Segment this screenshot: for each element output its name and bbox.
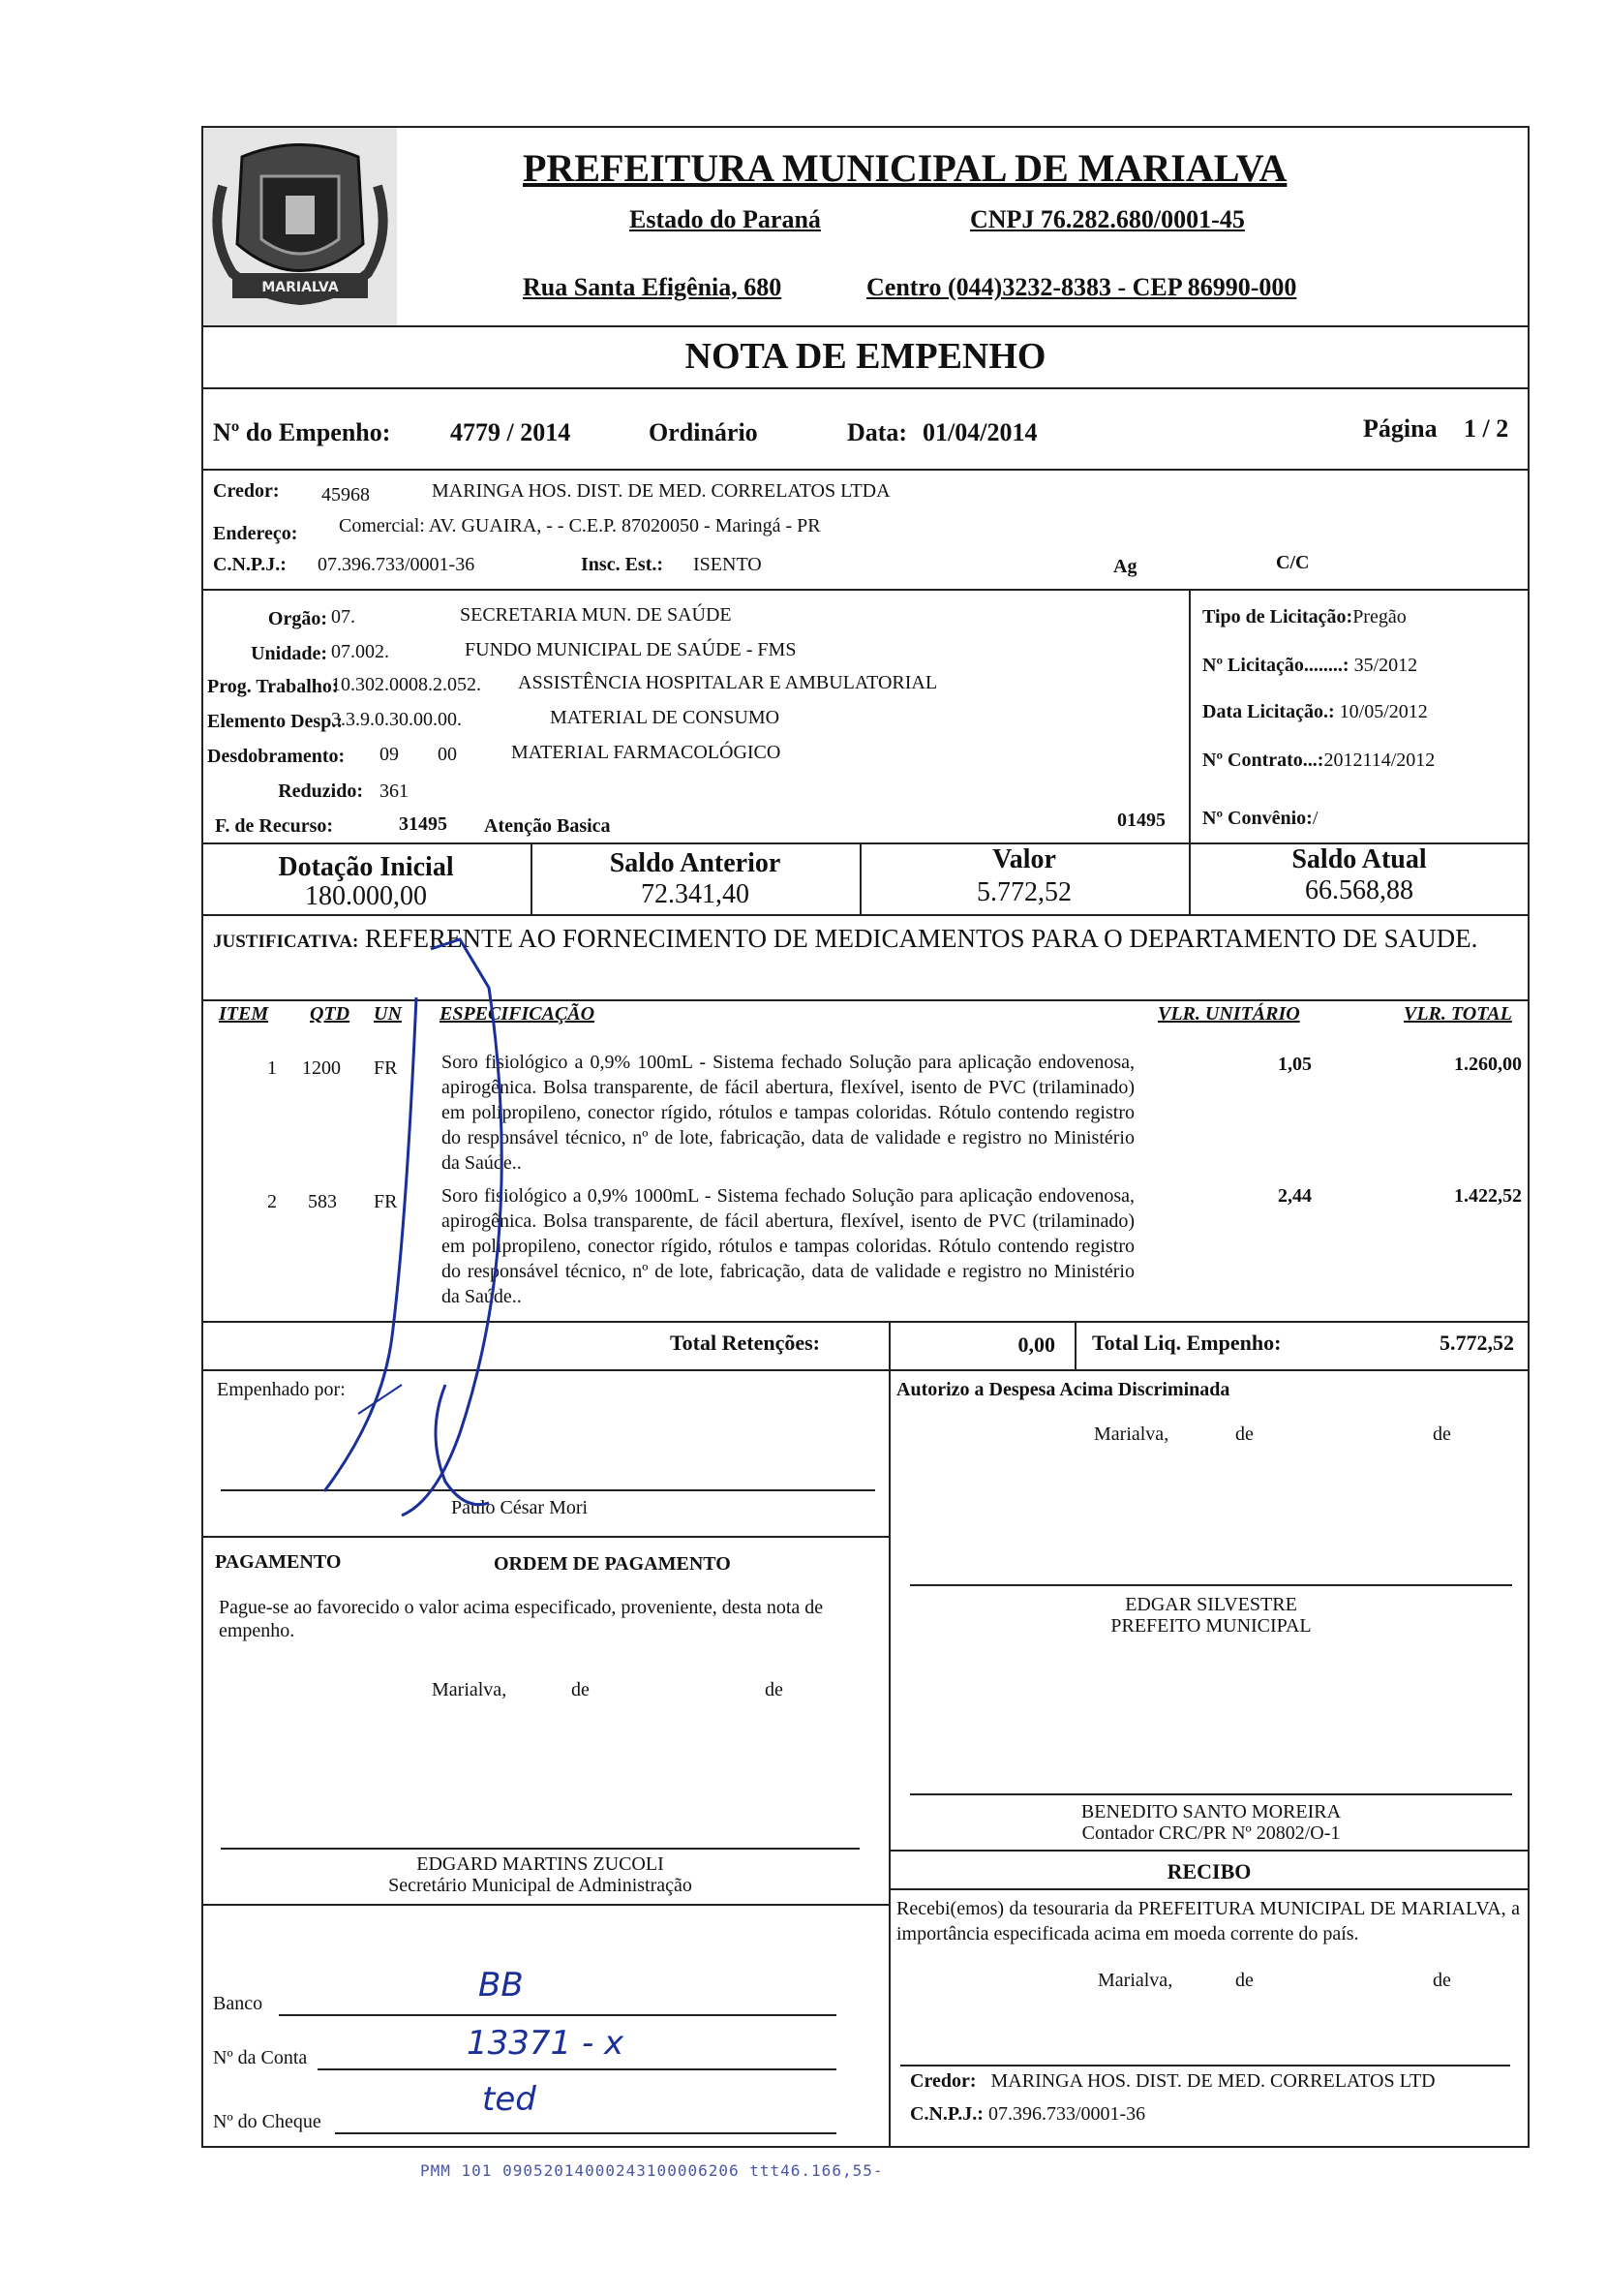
- data-licitacao-label: Data Licitação.:: [1202, 701, 1335, 722]
- recibo-credor-label: Credor:: [910, 2070, 977, 2092]
- empenhado-label: Empenhado por:: [217, 1379, 346, 1400]
- contrato-value: 2012114/2012: [1323, 750, 1436, 771]
- cc-label: C/C: [1276, 552, 1310, 573]
- item-1-spec: Soro fisiológico a 0,9% 100mL - Sistema fechado Solução para aplicação endovenosa, apirogênica. Bolsa transparente, de fácil abertura, flexível, isento de PVC (trilaminado) em polipropileno, conector rígido, rótulos e tampas coloridas. Rótulo contendo registro do responsável técnico, nº de lote, fabricação, data de validade e registro no Ministério da Saúde..: [441, 1052, 1135, 1174]
- reduzido-label: Reduzido:: [278, 781, 363, 802]
- elemento-label: Elemento Desp.:: [207, 711, 343, 732]
- retencoes-value: 0,00: [1017, 1332, 1055, 1357]
- recibo-cnpj-label: C.N.P.J.:: [910, 2103, 984, 2125]
- convenio: [1202, 808, 1318, 830]
- footer-code: PMM 101 09052014000243100006206 ttt46.166,55-: [420, 2161, 884, 2180]
- pagamento-text: Pague-se ao favorecido o valor acima especificado, proveniente, desta nota de empenho.: [219, 1597, 824, 1641]
- recibo-credor-name: MARINGA HOS. DIST. DE MED. CORRELATOS LTD: [990, 2070, 1436, 2092]
- empenhado-signer: Paulo César Mori: [451, 1497, 589, 1518]
- item-1-qtd: 1200: [302, 1057, 341, 1079]
- signatures-divider: [889, 1369, 891, 2148]
- credor-cnpj: 07.396.733/0001-36: [318, 554, 475, 575]
- valor-label: Valor: [992, 844, 1056, 874]
- secretario-signature-line: [221, 1848, 860, 1850]
- liq-label: Total Liq. Empenho:: [1092, 1331, 1282, 1355]
- secretario-name: EDGARD MARTINS ZUCOLI: [416, 1853, 664, 1875]
- handwritten-signature: [194, 930, 736, 1549]
- empenho-date-label: Data:: [847, 418, 908, 446]
- dotacao-label: Dotação Inicial: [278, 852, 454, 882]
- tipo-licitacao: [1202, 606, 1407, 628]
- municipality-title: PREFEITURA MUNICIPAL DE MARIALVA: [523, 146, 1288, 190]
- justificativa-label: JUSTIFICATIVA:: [213, 932, 359, 952]
- conta-handwritten: 13371 - x: [467, 2024, 624, 2063]
- autorizo-label: Autorizo a Despesa Acima Discriminada: [896, 1379, 1230, 1400]
- credor-name: MARINGA HOS. DIST. DE MED. CORRELATOS LTDA: [432, 480, 891, 502]
- desdob-name: MATERIAL FARMACOLÓGICO: [511, 742, 781, 763]
- tipo-licitacao-value: Pregão: [1352, 606, 1407, 628]
- orgao-name: SECRETARIA MUN. DE SAÚDE: [460, 604, 732, 626]
- banco-handwritten: BB: [478, 1966, 524, 2005]
- cheque-label: Nº do Cheque: [213, 2111, 321, 2132]
- coat-of-arms-text: MARIALVA: [261, 280, 339, 295]
- recurso-right-code: 01495: [1117, 810, 1166, 831]
- licitacao-divider: [1189, 589, 1191, 844]
- reduzido-value: 361: [379, 781, 409, 802]
- orgao-label: Orgão:: [267, 608, 327, 629]
- item-2-un: FR: [374, 1191, 398, 1212]
- item-1-unit: 1,05: [1278, 1054, 1312, 1075]
- credor-label: Credor:: [213, 480, 280, 502]
- unidade-code: 07.002.: [331, 641, 389, 662]
- recibo-text: Recebi(emos) da tesouraria da PREFEITURA MUNICIPAL DE MARIALVA, a importância especificada acima em moeda corrente do país.: [896, 1898, 1520, 1944]
- recibo-cnpj: [910, 2103, 1145, 2126]
- desdob-label: Desdobramento:: [207, 746, 346, 767]
- prefeito-role: PREFEITO MUNICIPAL: [1110, 1615, 1312, 1637]
- recurso-code: 31495: [399, 813, 447, 835]
- recibo-title: RECIBO: [1167, 1859, 1252, 1883]
- contador-signature-line: [910, 1793, 1512, 1795]
- item-1-number: 1: [267, 1057, 277, 1079]
- insc-label: Insc. Est.:: [581, 554, 664, 575]
- num-licitacao: [1202, 655, 1417, 677]
- cheque-handwritten: ted: [482, 2080, 536, 2119]
- item-2-total: 1.422,52: [1454, 1185, 1522, 1207]
- prog-label: Prog. Trabalho:: [207, 676, 339, 697]
- retencoes-label: Total Retenções:: [670, 1331, 820, 1355]
- item-2-unit: 2,44: [1278, 1185, 1312, 1207]
- secretario-bottom-line: [203, 1904, 889, 1906]
- municipality-cnpj: CNPJ 76.282.680/0001-45: [970, 205, 1245, 233]
- recibo-title-line: [889, 1888, 1530, 1890]
- autorizo-de1: de: [1235, 1424, 1254, 1445]
- elemento-code: 3.3.9.0.30.00.00.: [331, 709, 462, 730]
- saldo-anterior-label: Saldo Anterior: [609, 848, 781, 878]
- banco-line: [279, 2014, 836, 2016]
- recibo-top-line: [889, 1850, 1530, 1852]
- pagamento-de1: de: [571, 1679, 590, 1700]
- conta-line: [318, 2068, 836, 2070]
- secretario-role: Secretário Municipal de Administração: [388, 1875, 692, 1896]
- district-phone-cep: Centro (044)3232-8383 - CEP 86990-000: [866, 273, 1297, 301]
- col-qtd-header: QTD: [310, 1003, 350, 1025]
- empenho-number: 4779 / 2014: [450, 418, 571, 446]
- desdob-code2: 00: [438, 744, 457, 765]
- recurso-label: F. de Recurso:: [215, 815, 334, 837]
- dotacao-value: 180.000,00: [305, 881, 427, 911]
- recibo-place: Marialva,: [1098, 1970, 1173, 1991]
- recibo-credor: [910, 2070, 1436, 2093]
- valor-value: 5.772,52: [977, 877, 1072, 907]
- ordem-pagamento-label: ORDEM DE PAGAMENTO: [494, 1553, 731, 1575]
- empenho-label: Nº do Empenho:: [213, 418, 391, 446]
- col-unit-header: VLR. UNITÁRIO: [1158, 1003, 1300, 1025]
- pagamento-de2: de: [765, 1679, 783, 1700]
- col-un-header: UN: [374, 1003, 402, 1025]
- empenho-date: 01/04/2014: [923, 418, 1038, 446]
- prog-name: ASSISTÊNCIA HOSPITALAR E AMBULATORIAL: [518, 672, 938, 693]
- state-name: Estado do Paraná: [629, 205, 821, 233]
- credor-address: Comercial: AV. GUAIRA, - - C.E.P. 87020050 - Maringá - PR: [339, 515, 821, 536]
- contador-name: BENEDITO SANTO MOREIRA: [1080, 1801, 1342, 1822]
- banco-label: Banco: [213, 1993, 263, 2014]
- prog-code: 10.302.0008.2.052.: [331, 674, 481, 695]
- liq-value: 5.772,52: [1440, 1331, 1514, 1355]
- recibo-signature-line: [900, 2065, 1510, 2066]
- data-licitacao-value: 10/05/2012: [1339, 701, 1428, 722]
- col-item-header: ITEM: [219, 1003, 269, 1025]
- address-label: Endereço:: [213, 523, 298, 544]
- prefeito-signature-line: [910, 1584, 1512, 1586]
- num-licitacao-value: 35/2012: [1353, 655, 1418, 676]
- item-1-un: FR: [374, 1057, 398, 1079]
- col-total-header: VLR. TOTAL: [1404, 1003, 1512, 1025]
- saldo-atual-label: Saldo Atual: [1291, 844, 1427, 874]
- item-2-qtd: 583: [308, 1191, 337, 1212]
- recibo-de1: de: [1235, 1970, 1254, 1991]
- contrato: [1202, 750, 1435, 772]
- tipo-licitacao-label: Tipo de Licitação:: [1202, 606, 1353, 628]
- unidade-label: Unidade:: [251, 643, 327, 664]
- cheque-line: [335, 2132, 836, 2134]
- totals-divider-1: [889, 1321, 891, 1371]
- item-2-spec: Soro fisiológico a 0,9% 1000mL - Sistema fechado Solução para aplicação endovenosa, apirogênica. Bolsa transparente, de fácil abertura, flexível, isento de PVC (trilaminado) em polipropileno, conector rígido, rótulos e tampas coloridas. Rótulo contendo registro do responsável técnico, nº de lote, fabricação, data de validade e registro no Ministério da Saúde..: [441, 1185, 1135, 1307]
- coat-of-arms-seal: [203, 128, 397, 325]
- page-number: 1 / 2: [1464, 414, 1509, 443]
- pagamento-label: PAGAMENTO: [215, 1551, 342, 1573]
- convenio-label: Nº Convênio:: [1202, 808, 1313, 829]
- credor-insc: ISENTO: [693, 554, 762, 575]
- saldo-anterior-value: 72.341,40: [641, 879, 749, 909]
- contrato-label: Nº Contrato...:: [1202, 750, 1324, 771]
- totals-divider-2: [1075, 1321, 1076, 1371]
- justificativa-text: REFERENTE AO FORNECIMENTO DE MEDICAMENTOS PARA O DEPARTAMENTO DE SAUDE.: [365, 924, 1478, 953]
- item-1-total: 1.260,00: [1454, 1054, 1522, 1075]
- empenho-type: Ordinário: [649, 418, 758, 446]
- recibo-cnpj-value: 07.396.733/0001-36: [987, 2103, 1146, 2125]
- data-licitacao: [1202, 701, 1428, 723]
- unidade-name: FUNDO MUNICIPAL DE SAÚDE - FMS: [465, 639, 797, 660]
- saldo-atual-value: 66.568,88: [1305, 875, 1413, 905]
- pagamento-place: Marialva,: [432, 1679, 507, 1700]
- elemento-name: MATERIAL DE CONSUMO: [550, 707, 780, 728]
- credor-code: 45968: [321, 484, 370, 505]
- num-licitacao-label: Nº Licitação........:: [1202, 655, 1349, 676]
- doc-title: NOTA DE EMPENHO: [684, 336, 1046, 377]
- convenio-value: /: [1312, 808, 1319, 829]
- item-2-number: 2: [267, 1191, 277, 1212]
- page-label: Página: [1363, 414, 1438, 443]
- autorizo-de2: de: [1433, 1424, 1451, 1445]
- autorizo-place: Marialva,: [1094, 1424, 1169, 1445]
- desdob-code1: 09: [379, 744, 399, 765]
- cnpj-label: C.N.P.J.:: [213, 554, 287, 575]
- street-address: Rua Santa Efigênia, 680: [523, 273, 782, 301]
- ag-label: Ag: [1113, 556, 1137, 577]
- orgao-code: 07.: [331, 606, 355, 628]
- recurso-name: Atenção Basica: [484, 815, 611, 837]
- recibo-de2: de: [1433, 1970, 1451, 1991]
- prefeito-name: EDGAR SILVESTRE: [1125, 1594, 1297, 1615]
- col-spec-header: ESPECIFICAÇÃO: [440, 1003, 595, 1025]
- contador-role: Contador CRC/PR Nº 20802/O-1: [1081, 1822, 1341, 1844]
- conta-label: Nº da Conta: [213, 2047, 308, 2068]
